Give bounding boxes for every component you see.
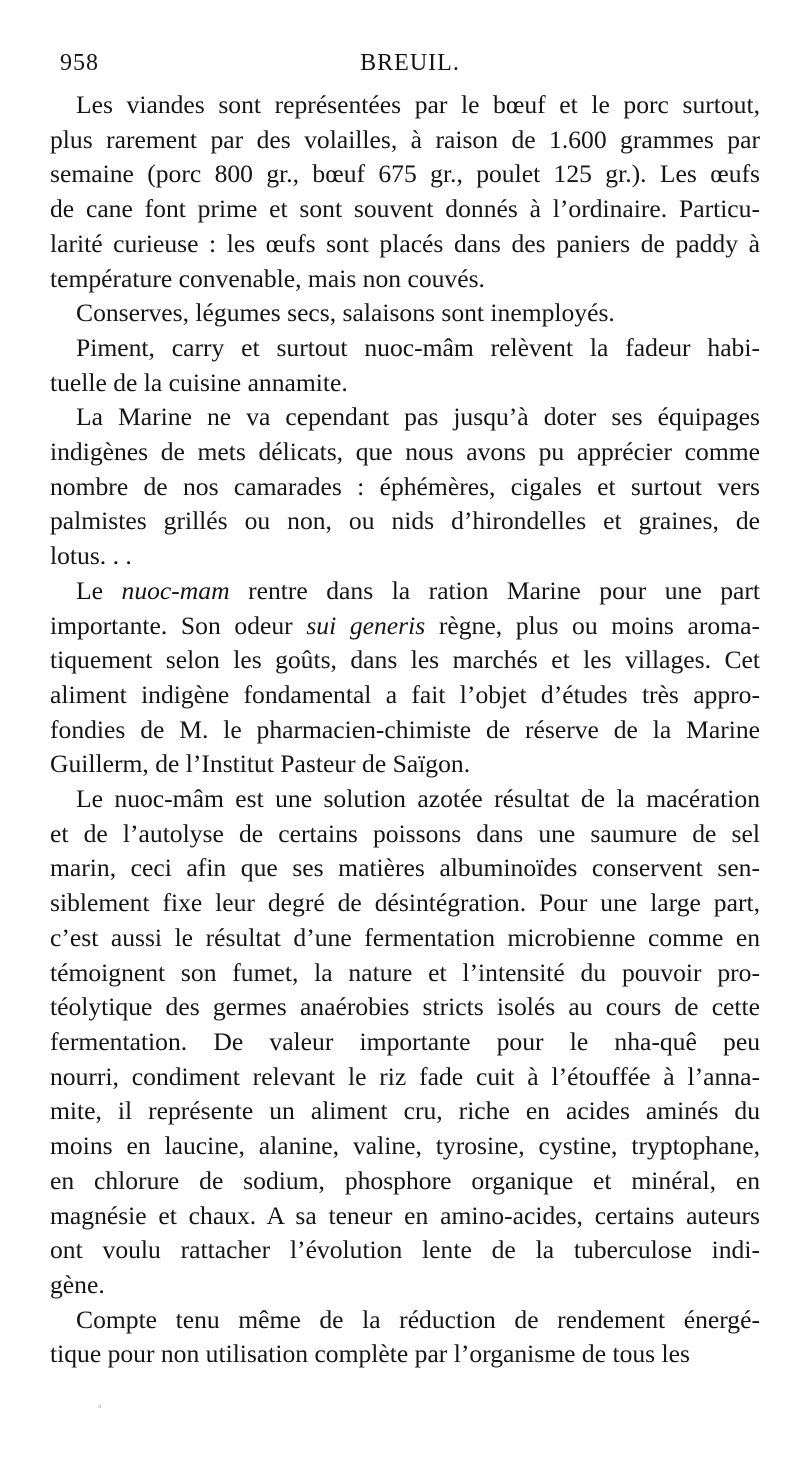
text-line: moins en laucine, alanine, valine, tyrosine, cystine, tryptophane, [50,1131,760,1161]
text-line: de cane font prime et sont souvent donnés à l’ordinaire. Particu- [50,194,760,224]
italic-term: sui generis [306,610,426,640]
paragraph [50,574,760,782]
text-line: indigènes de mets délicats, que nous avons pu apprécier comme [50,437,760,467]
print-smudge: ª [98,1402,102,1416]
text-line: nombre de nos camarades : éphémères, cigales et surtout vers [50,471,760,501]
text-line: aliment indigène fondamental a fait l’objet d’études très appro- [50,679,760,709]
running-head [60,50,760,90]
text-line: téolytique des germes anaérobies stricts isolés au cours de cette [50,992,760,1022]
paragraph [50,88,760,296]
text-line: c’est aussi le résultat d’une fermentation microbienne comme en [50,922,760,952]
paragraph [50,331,760,400]
text-line: fermentation. De valeur importante pour le nha-quê peu [50,1026,760,1056]
text-line: et de l’autolyse de certains poissons dans une saumure de sel [50,818,760,848]
text-line: fondies de M. le pharmacien-chimiste de réserve de la Marine [50,714,760,744]
text-line: Piment, carry et surtout nuoc-mâm relèvent la fadeur habi- [76,332,760,362]
text-line: gène. [50,1269,105,1299]
text-line: Le nuoc-mam rentre dans la ration Marine pour une part [76,575,760,605]
paragraph [50,1303,760,1372]
text-line: Guillerm, de l’Institut Pasteur de Saïgon. [50,749,471,779]
text-line: ont voulu rattacher l’évolution lente de la tuberculose indi- [50,1235,760,1265]
text-line: tique pour non utilisation complète par l’organisme de tous les [50,1339,690,1369]
text-line: témoignent son fumet, la nature et l’intensité du pouvoir pro- [50,957,760,987]
text-line: lotus. . . [50,541,132,571]
text-line: La Marine ne va cependant pas jusqu’à doter ses équipages [76,402,760,432]
text-line: palmistes grillés ou non, ou nids d’hirondelles et graines, de [50,506,760,536]
text-line: Le nuoc-mâm est une solution azotée résultat de la macération [76,784,760,814]
text-line: Les viandes sont représentées par le bœuf et le porc surtout, [76,90,760,119]
italic-term: nuoc-mam [121,575,230,605]
paragraph [50,782,760,1303]
text-line: marin, ceci afin que ses matières albuminoïdes conservent sen- [50,853,760,883]
page-number: 958 [60,50,99,76]
text-line: importante. Son odeur sui generis règne, plus ou moins aroma- [50,610,760,640]
text-line: larité curieuse : les œufs sont placés dans des paniers de paddy à [50,228,760,258]
text-line: Conserves, légumes secs, salaisons sont inemployés. [76,298,615,328]
text-line: température convenable, mais non couvés. [50,263,485,293]
text-line: en chlorure de sodium, phosphore organique et minéral, en [50,1165,760,1195]
text-line: Compte tenu même de la réduction de rendement énergé- [76,1304,760,1334]
body-text [50,88,760,1372]
text-line: semaine (porc 800 gr., bœuf 675 gr., poulet 125 gr.). Les œufs [50,159,760,189]
text-line: plus rarement par des volailles, à raison de 1.600 grammes par [50,124,760,154]
paragraph [50,296,760,331]
text-line: tiquement selon les goûts, dans les marchés et les villages. Cet [50,645,760,675]
running-title: BREUIL. [360,50,460,76]
text-line: mite, il représente un aliment cru, riche en acides aminés du [50,1096,760,1126]
text-line: magnésie et chaux. A sa teneur en amino-acides, certains auteurs [50,1200,760,1230]
paragraph [50,400,760,574]
text-line: siblement fixe leur degré de désintégration. Pour une large part, [50,888,760,918]
text-line: nourri, condiment relevant le riz fade cuit à l’étouffée à l’anna- [50,1061,760,1091]
text-line: tuelle de la cuisine annamite. [50,367,348,397]
